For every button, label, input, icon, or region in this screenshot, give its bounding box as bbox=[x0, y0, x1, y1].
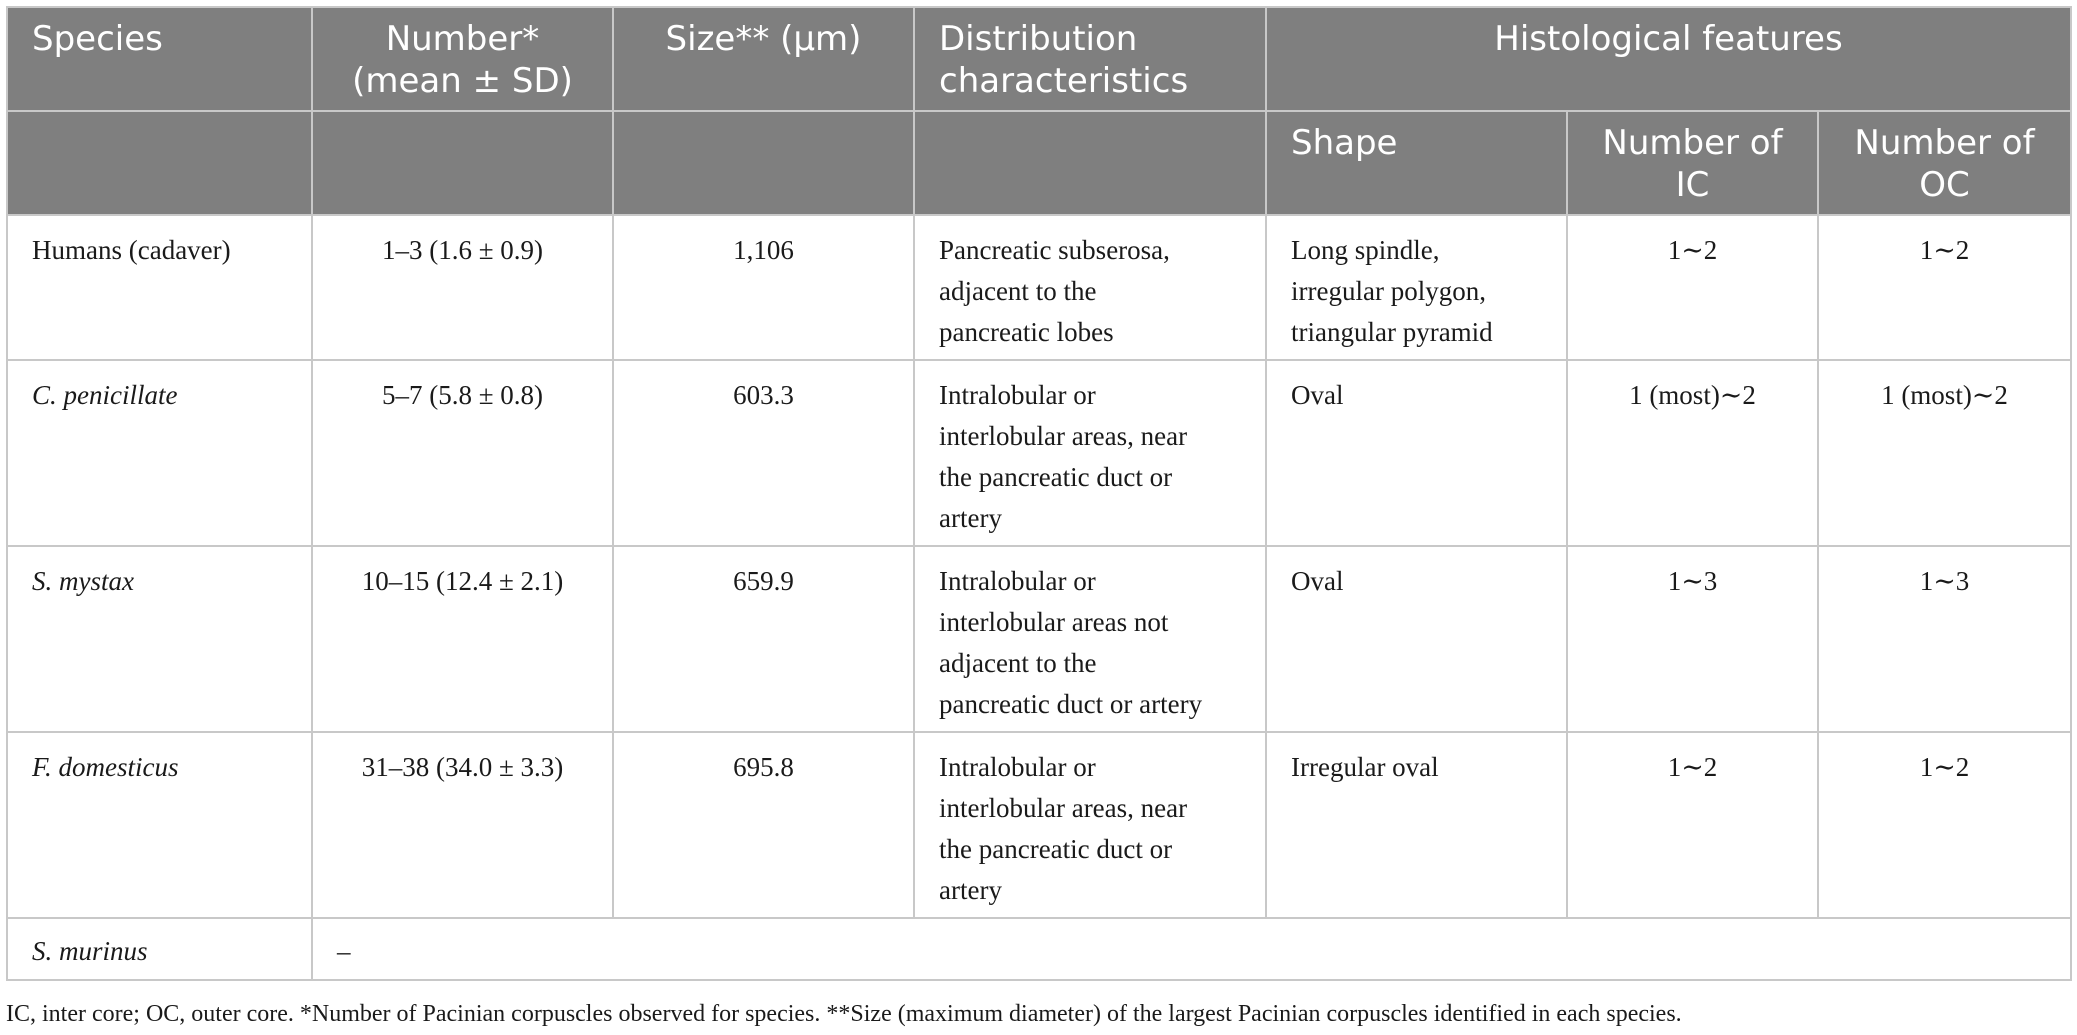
cell-shape: Long spindle, irregular polygon, triangular pyramid bbox=[1266, 215, 1567, 360]
header-row-2 bbox=[7, 111, 2071, 215]
cell-distribution: Intralobular or interlobular areas, near the pancreatic duct or artery bbox=[914, 360, 1266, 546]
cell-number: 1–3 (1.6 ± 0.9) bbox=[312, 215, 613, 360]
header-empty-2 bbox=[312, 111, 613, 215]
cell-species: S. mystax bbox=[7, 546, 312, 732]
cell-species: F. domesticus bbox=[7, 732, 312, 918]
cell-size: 659.9 bbox=[613, 546, 914, 732]
cell-shape: Oval bbox=[1266, 360, 1567, 546]
table-row bbox=[7, 918, 2071, 980]
cell-distribution: Pancreatic subserosa, adjacent to the pancreatic lobes bbox=[914, 215, 1266, 360]
table-row bbox=[7, 732, 2071, 918]
header-empty-3 bbox=[613, 111, 914, 215]
cell-distribution: Intralobular or interlobular areas, near the pancreatic duct or artery bbox=[914, 732, 1266, 918]
header-number-oc: Number of OC bbox=[1818, 111, 2071, 215]
table-row bbox=[7, 215, 2071, 360]
header-empty-1 bbox=[7, 111, 312, 215]
header-species: Species bbox=[7, 7, 312, 111]
header-shape: Shape bbox=[1266, 111, 1567, 215]
cell-oc: 1 (most)∼2 bbox=[1818, 360, 2071, 546]
header-empty-4 bbox=[914, 111, 1266, 215]
table-row bbox=[7, 546, 2071, 732]
cell-shape: Irregular oval bbox=[1266, 732, 1567, 918]
cell-oc: 1∼2 bbox=[1818, 215, 2071, 360]
cell-number: 31–38 (34.0 ± 3.3) bbox=[312, 732, 613, 918]
cell-oc: 1∼3 bbox=[1818, 546, 2071, 732]
data-table bbox=[6, 6, 2072, 981]
cell-ic: 1∼3 bbox=[1567, 546, 1818, 732]
cell-number: 10–15 (12.4 ± 2.1) bbox=[312, 546, 613, 732]
cell-ic: 1∼2 bbox=[1567, 732, 1818, 918]
header-row-1 bbox=[7, 7, 2071, 111]
cell-ic: 1 (most)∼2 bbox=[1567, 360, 1818, 546]
header-number: Number* (mean ± SD) bbox=[312, 7, 613, 111]
table-row bbox=[7, 360, 2071, 546]
table-footnote: IC, inter core; OC, outer core. *Number of Pacinian corpuscles observed for species. **Size (maximum diameter) of the largest Pacinian corpuscles identified in each species. bbox=[6, 1001, 1682, 1027]
cell-size: 1,106 bbox=[613, 215, 914, 360]
cell-shape: Oval bbox=[1266, 546, 1567, 732]
cell-size: 695.8 bbox=[613, 732, 914, 918]
cell-number: 5–7 (5.8 ± 0.8) bbox=[312, 360, 613, 546]
header-number-ic: Number of IC bbox=[1567, 111, 1818, 215]
header-distribution: Distribution characteristics bbox=[914, 7, 1266, 111]
cell-ic: 1∼2 bbox=[1567, 215, 1818, 360]
cell-species: C. penicillate bbox=[7, 360, 312, 546]
cell-no-data: – bbox=[312, 918, 2071, 980]
cell-distribution: Intralobular or interlobular areas not adjacent to the pancreatic duct or artery bbox=[914, 546, 1266, 732]
cell-oc: 1∼2 bbox=[1818, 732, 2071, 918]
header-size: Size** (μm) bbox=[613, 7, 914, 111]
cell-species: Humans (cadaver) bbox=[7, 215, 312, 360]
cell-size: 603.3 bbox=[613, 360, 914, 546]
cell-species: S. murinus bbox=[7, 918, 312, 980]
header-histological-features: Histological features bbox=[1266, 7, 2071, 111]
